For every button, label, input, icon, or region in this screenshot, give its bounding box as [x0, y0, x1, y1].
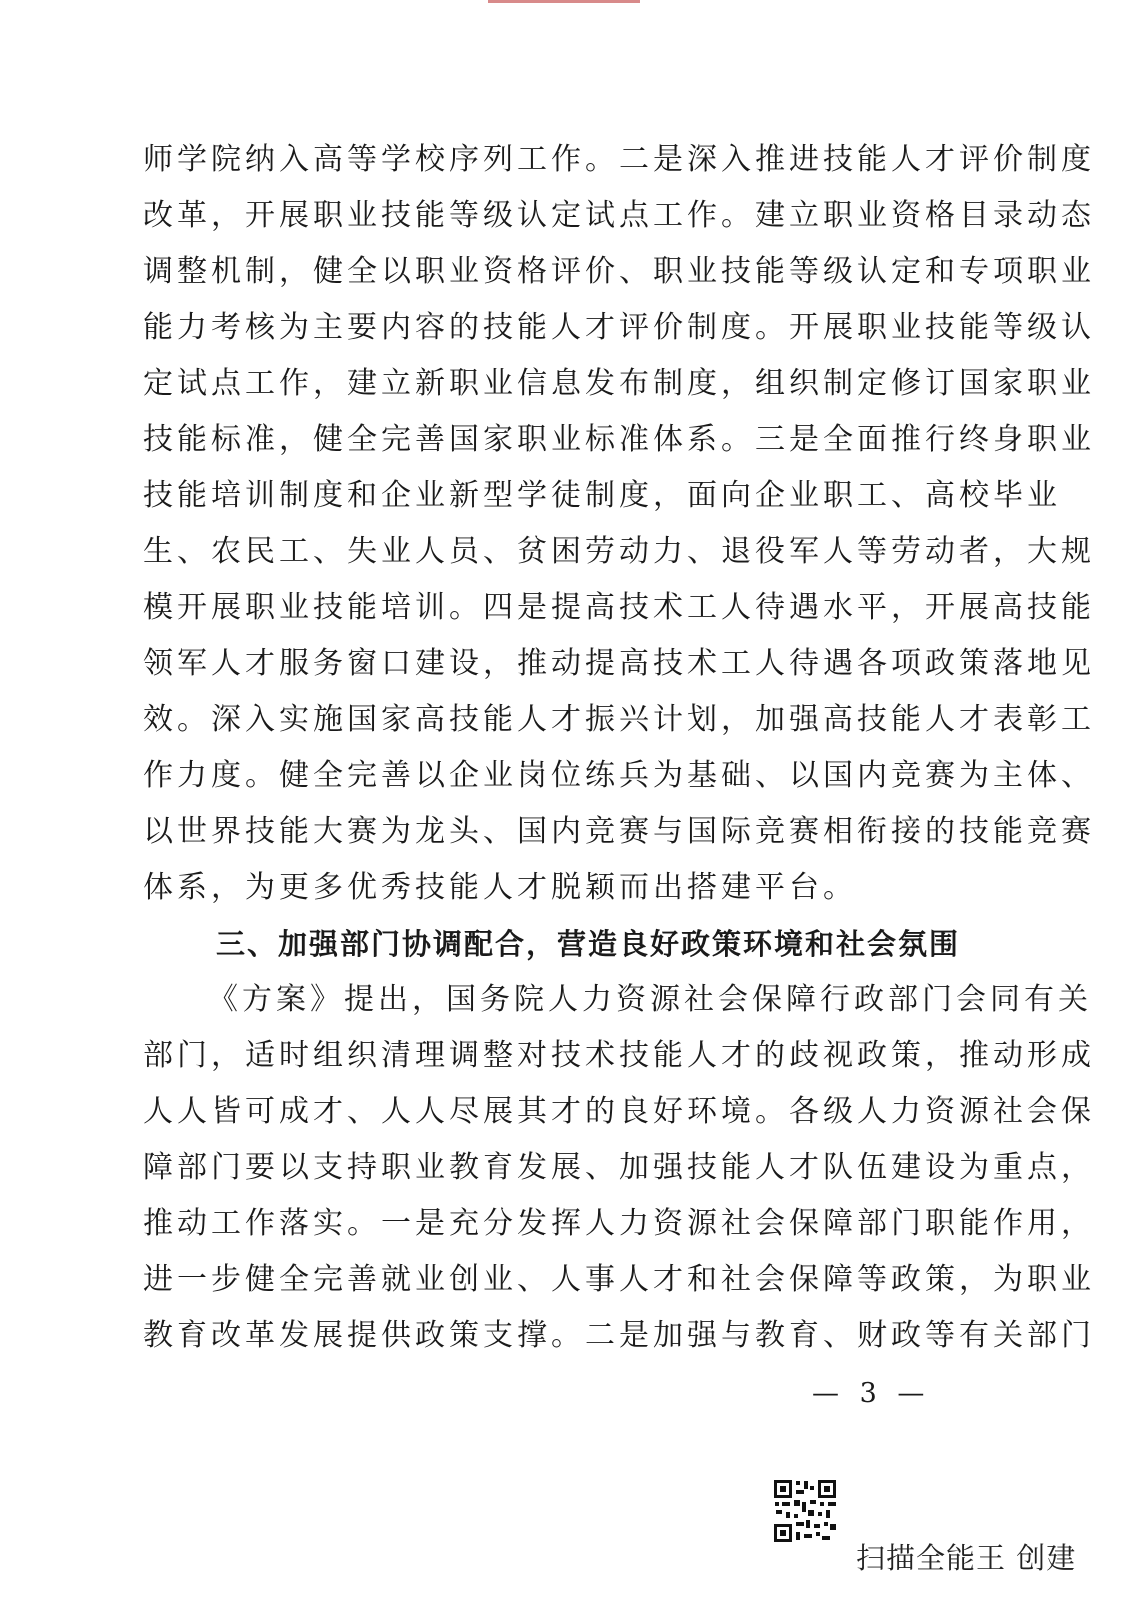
text-line: 技能标准，健全完善国家职业标准体系。三是全面推行终身职业	[143, 422, 1095, 457]
qr-code-icon	[772, 1478, 838, 1544]
text-line: 生、农民工、失业人员、贫困劳动力、退役军人等劳动者，大规	[143, 534, 1095, 569]
text-line: 部门，适时组织清理调整对技术技能人才的歧视政策，推动形成	[143, 1038, 1095, 1073]
text-line: 体系，为更多优秀技能人才脱颖而出搭建平台。	[143, 870, 857, 905]
text-line: 技能培训制度和企业新型学徒制度，面向企业职工、高校毕业	[143, 478, 1061, 513]
section-heading: 三、加强部门协调配合，营造良好政策环境和社会氛围	[216, 927, 961, 961]
text-line: 推动工作落实。一是充分发挥人力资源社会保障部门职能作用，	[143, 1206, 1095, 1241]
text-line: 定试点工作，建立新职业信息发布制度，组织制定修订国家职业	[143, 366, 1095, 401]
text-line: 《方案》提出，国务院人力资源社会保障行政部门会同有关	[208, 982, 1092, 1017]
text-line: 能力考核为主要内容的技能人才评价制度。开展职业技能等级认	[143, 310, 1095, 345]
text-line: 人人皆可成才、人人尽展其才的良好环境。各级人力资源社会保	[143, 1094, 1095, 1129]
text-line: 进一步健全完善就业创业、人事人才和社会保障等政策，为职业	[143, 1262, 1095, 1297]
text-line: 改革，开展职业技能等级认定试点工作。建立职业资格目录动态	[143, 198, 1095, 233]
text-line: 效。深入实施国家高技能人才振兴计划，加强高技能人才表彰工	[143, 702, 1095, 737]
text-line: 领军人才服务窗口建设，推动提高技术工人待遇各项政策落地见	[143, 646, 1095, 681]
scanner-watermark: 扫描全能王 创建	[856, 1541, 1077, 1575]
text-line: 师学院纳入高等学校序列工作。二是深入推进技能人才评价制度	[143, 142, 1095, 177]
top-edge-mark	[488, 0, 640, 3]
page-number: — 3 —	[812, 1378, 931, 1409]
text-line: 模开展职业技能培训。四是提高技术工人待遇水平，开展高技能	[143, 590, 1095, 625]
text-line: 作力度。健全完善以企业岗位练兵为基础、以国内竞赛为主体、	[143, 758, 1095, 793]
text-line: 教育改革发展提供政策支撑。二是加强与教育、财政等有关部门	[143, 1318, 1095, 1353]
text-line: 障部门要以支持职业教育发展、加强技能人才队伍建设为重点，	[143, 1150, 1095, 1185]
text-line: 以世界技能大赛为龙头、国内竞赛与国际竞赛相衔接的技能竞赛	[143, 814, 1095, 849]
text-line: 调整机制，健全以职业资格评价、职业技能等级认定和专项职业	[143, 254, 1095, 289]
